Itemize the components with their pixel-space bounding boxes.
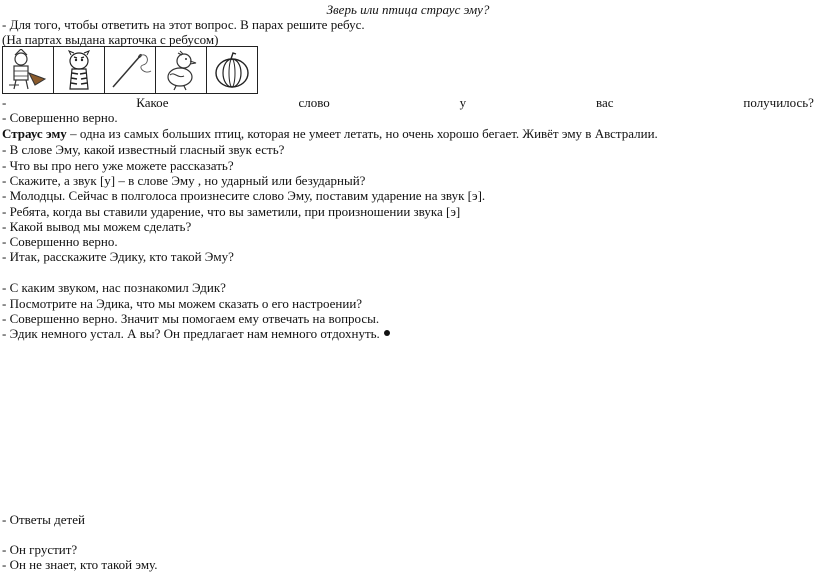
text-line: - Совершенно верно. [2,110,118,125]
text-line: - Молодцы. Сейчас в полголоса произнесите слово Эму, поставим ударение на звук [э]. [2,188,486,203]
answer-line: - Он грустит? [2,542,78,557]
text-line: - Совершенно верно. [2,234,118,249]
question-word: вас [596,95,614,110]
rebus-cell-4 [156,47,207,94]
bird-icon [158,49,204,91]
question-word: получилось? [743,95,814,110]
definition-line [2,126,658,141]
text-line: - Итак, расскажите Эдику, кто такой Эму? [2,249,234,264]
question-word: Какое [136,95,169,110]
question-row [2,95,814,110]
rebus-cell-3 [105,47,156,94]
text-line: - Какой вывод мы можем сделать? [2,219,192,234]
rebus-card [2,46,258,94]
clown-icon [5,49,51,91]
needle-thread-icon [107,49,153,91]
definition-text: – одна из самых больших птиц, которая не умеет летать, но очень хорошо бегает. Живёт эму в Австралии. [66,126,658,141]
answer-line: - Он не знает, кто такой эму. [2,557,158,572]
pumpkin-icon [209,49,255,91]
document-title: Зверь или птица страус эму? [326,2,490,17]
text-line: - Посмотрите на Эдика, что мы можем сказать о его настроении? [2,296,363,311]
intro-line-1: - Для того, чтобы ответить на этот вопрос. В парах решите ребус. [2,17,365,32]
bullet-icon [384,330,390,336]
question-word: - [2,95,7,110]
question-word: у [459,95,467,110]
text-line: - Скажите, а звук [у] – в слове Эму , но ударный или безударный? [2,173,366,188]
text-span: - Эдик немного устал. А вы? Он предлагает нам немного отдохнуть. [2,326,380,341]
term-bold: Страус эму [2,126,67,141]
text-line: - Ребята, когда вы ставили ударение, что вы заметили, при произношении звука [э] [2,204,461,219]
text-line-with-bullet [2,326,390,341]
text-line: - В слове Эму, какой известный гласный звук есть? [2,142,285,157]
question-word: слово [298,95,330,110]
text-line: - Совершенно верно. Значит мы помогаем ему отвечать на вопросы. [2,311,380,326]
text-line: - Что вы про него уже можете рассказать? [2,158,234,173]
answer-line: - Ответы детей [2,512,85,527]
rebus-cell-5 [207,47,258,94]
rebus-cell-2 [54,47,105,94]
text-line: - С каким звуком, нас познакомил Эдик? [2,280,226,295]
intro-line-2: (На партах выдана карточка с ребусом) [2,32,219,47]
rebus-cell-1 [3,47,54,94]
tiger-icon [56,49,102,91]
